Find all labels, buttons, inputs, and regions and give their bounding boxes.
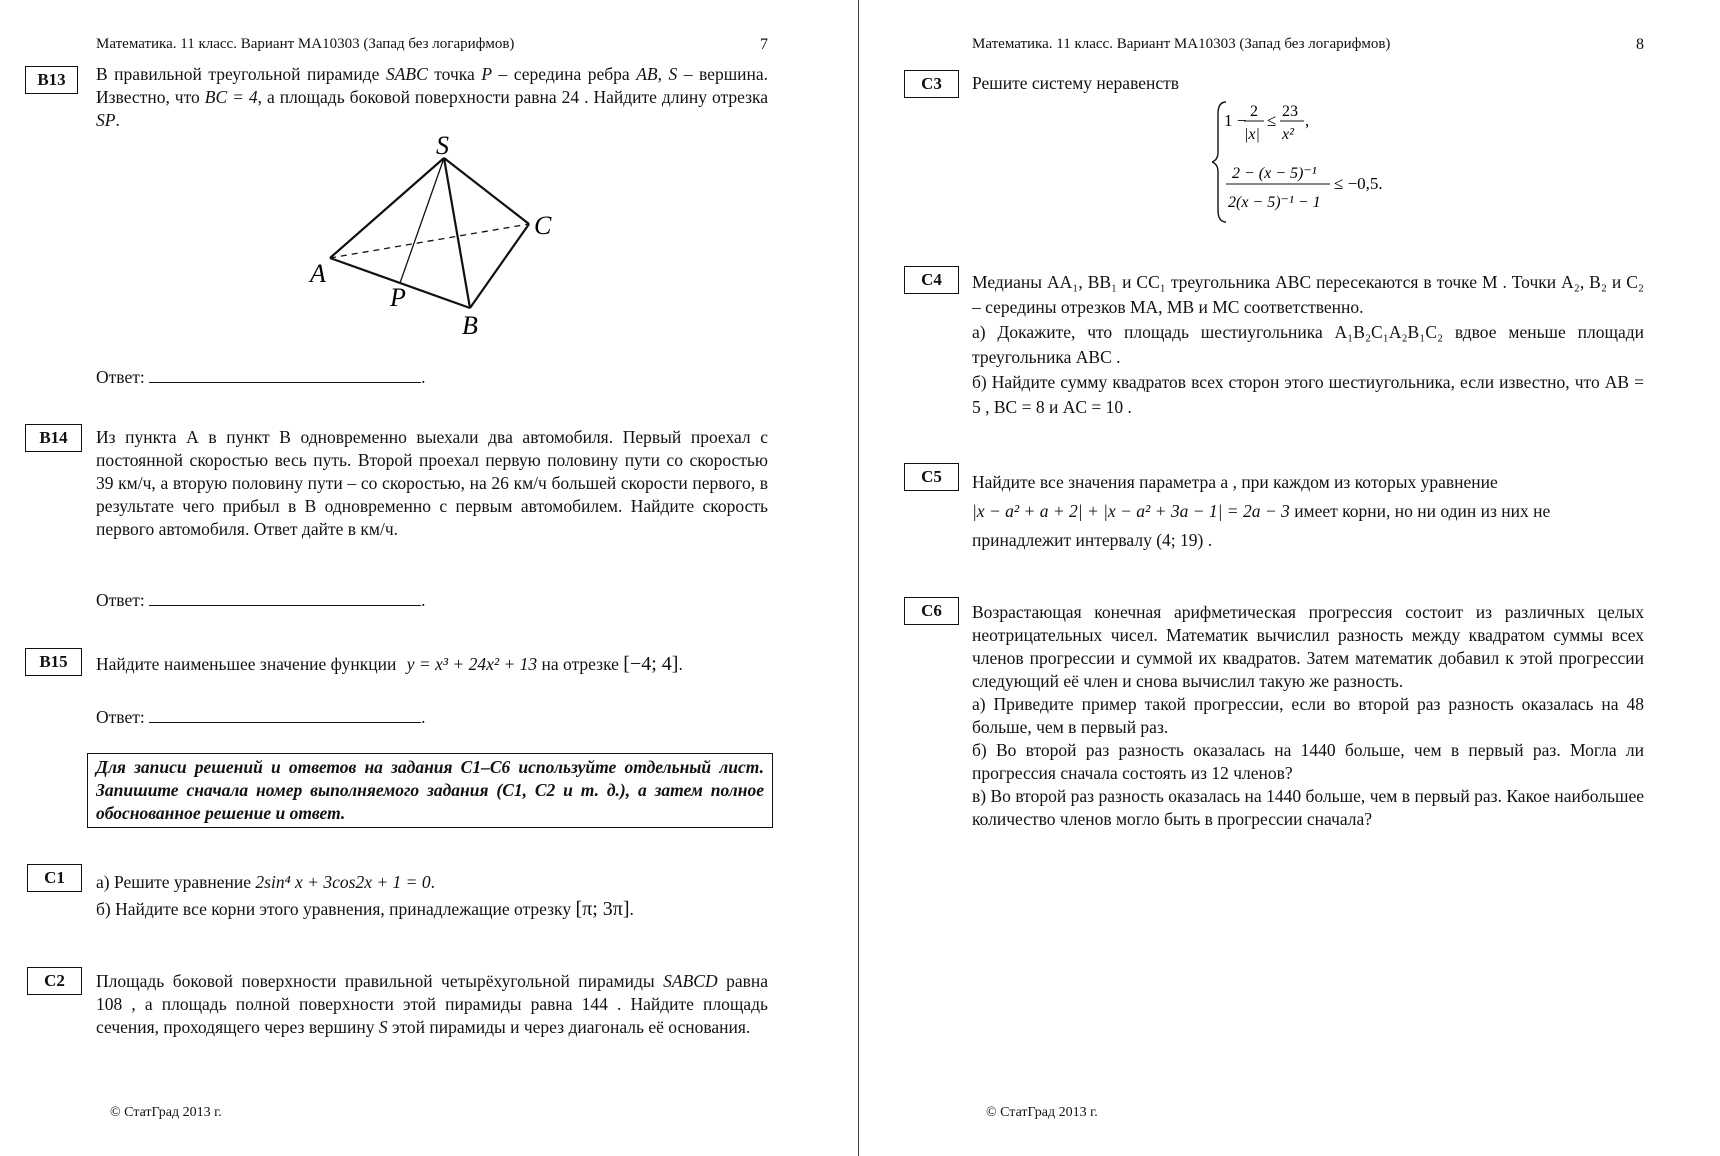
svg-text:,: , xyxy=(1305,111,1310,130)
page-header: Математика. 11 класс. Вариант МА10303 (Запад без логарифмов) xyxy=(96,36,515,52)
task-c6-text: Возрастающая конечная арифметическая прогрессия состоит из различных целых неотрицательных чисел. Математик вычислил разность между квадратом суммы всех членов прогрессии и суммой их квадратов. Затем математик добавил к этой прогрессии следующий её член и снова вычислил такую же разность. а) Приведите пример такой прогрессии, если во второй раз разность оказалась на 48 больше, чем в первый раз. б) Во второй раз разность оказалась на 1440 больше, чем в первый раз. Могла ли прогрессия сначала состоять из 12 членов? в) Во второй раз разность оказалась на 1440 больше, чем в первый раз. Какое наибольшее количество членов могло быть в прогрессии сначала? xyxy=(972,602,1644,829)
answer-line-b14[interactable] xyxy=(149,589,421,606)
svg-text:x²: x² xyxy=(1282,126,1294,143)
task-label-b14: B14 xyxy=(25,424,82,452)
instructions-notice: Для записи решений и ответов на задания С1–С6 используйте отдельный лист. Запишите сначала номер выполняемого задания (С1, С2 и т. д.), а затем полное обоснованное решение и ответ. xyxy=(87,753,773,828)
task-label-c6: C6 xyxy=(904,597,959,625)
task-c5-text: Найдите все значения параметра a , при каждом из которых уравнение |x − a² + a + 2| + |x − a² + 3a − 1| = 2a − 3 имеет корни, но ни один из них не принадлежит интервалу (4; 19) . xyxy=(972,472,1551,550)
page-number: 8 xyxy=(1636,36,1644,53)
answer-b15: Ответ: . xyxy=(96,707,426,727)
task-label-c5: C5 xyxy=(904,463,959,491)
svg-text:2(x − 5)⁻¹ − 1: 2(x − 5)⁻¹ − 1 xyxy=(1228,194,1321,211)
svg-text:1 −: 1 − xyxy=(1224,111,1247,130)
task-c3-text: Решите систему неравенств xyxy=(972,73,1180,93)
task-label-b15: B15 xyxy=(25,648,82,676)
svg-text:|x|: |x| xyxy=(1244,126,1260,143)
point-p-label: P xyxy=(390,283,406,312)
vertex-s-label: S xyxy=(436,131,449,160)
task-c2-text: Площадь боковой поверхности правильной четырёхугольной пирамиды SABCD равна 108 , а площадь полной поверхности этой пирамиды равна 144 . Найдите площадь сечения, проходящего через вершину S этой пирамиды и через диагональ её основания. xyxy=(96,971,768,1037)
page-footer: © СтатГрад 2013 г. xyxy=(986,1105,1098,1120)
svg-text:≤: ≤ xyxy=(1267,111,1277,130)
answer-b14: Ответ: . xyxy=(96,590,426,610)
page-footer: © СтатГрад 2013 г. xyxy=(110,1105,222,1120)
pyramid-figure xyxy=(300,128,570,343)
task-label-c2: C2 xyxy=(27,967,82,995)
b15-formula: y = x³ + 24x² + 13 xyxy=(406,654,538,674)
answer-line-b13[interactable] xyxy=(149,366,421,383)
svg-text:2 − (x − 5)⁻¹: 2 − (x − 5)⁻¹ xyxy=(1232,165,1317,182)
vertex-c-label: C xyxy=(534,211,552,240)
page-divider xyxy=(858,0,859,1156)
answer-b13: Ответ: . xyxy=(96,367,426,387)
page-header: Математика. 11 класс. Вариант МА10303 (Запад без логарифмов) xyxy=(972,36,1391,52)
svg-text:23: 23 xyxy=(1282,103,1298,120)
c1-interval: [π; 3π] xyxy=(575,898,630,920)
task-c4-text: Медианы AA₁, BB₁ и CC₁ треугольника ABC пересекаются в точке M . Точки A₂, B₂ и C₂ – середины отрезков MA, MB и MC соответственно. а) Докажите, что площадь шестиугольника A₁B₂C₁A₂B₁C₂ вдвое меньше площади треугольника ABC . б) Найдите сумму квадратов всех сторон этого шестиугольника, если известно, что AB = 5 , BC = 8 и AC = 10 . xyxy=(972,272,1644,417)
answer-line-b15[interactable] xyxy=(149,706,421,723)
task-label-c4: C4 xyxy=(904,266,959,294)
task-b14-text: Из пункта А в пункт В одновременно выехали два автомобиля. Первый проехал с постоянной скоростью весь путь. Второй проехал первую половину пути со скоростью 39 км/ч, а вторую половину пути – со скоростью, на 26 км/ч большей скорости первого, в результате чего прибыл в В одновременно с первым автомобилем. Найдите скорость первого автомобиля. Ответ дайте в км/ч. xyxy=(96,427,768,539)
task-c1-text: а) Решите уравнение 2sin⁴ x + 3cos2x + 1 = 0. б) Найдите все корни этого уравнения, принадлежащие отрезку [π; 3π]. xyxy=(96,872,634,920)
svg-text:2: 2 xyxy=(1250,103,1258,120)
svg-text:≤ −0,5.: ≤ −0,5. xyxy=(1334,174,1383,193)
vertex-a-label: A xyxy=(310,259,326,288)
task-label-c3: C3 xyxy=(904,70,959,98)
task-b13-text: В правильной треугольной пирамиде SABC точка P – середина ребра AB, S – вершина. Известно, что BC = 4, а площадь боковой поверхности равна 24 . Найдите длину отрезка SP. xyxy=(96,64,769,130)
task-label-c1: C1 xyxy=(27,864,82,892)
vertex-b-label: B xyxy=(462,311,478,340)
left-page xyxy=(0,0,858,1156)
c5-equation: |x − a² + a + 2| + |x − a² + 3a − 1| = 2a − 3 xyxy=(972,501,1290,521)
b15-interval: [−4; 4] xyxy=(623,653,679,675)
c3-inequality-system xyxy=(1212,94,1432,230)
right-page xyxy=(862,0,1720,1156)
task-label-b13: B13 xyxy=(25,66,78,94)
page-number: 7 xyxy=(760,36,768,53)
c1-equation: 2sin⁴ x + 3cos2x + 1 = 0 xyxy=(255,872,431,892)
task-b15-text: Найдите наименьшее значение функции y = x³ + 24x² + 13 на отрезке [−4; 4]. xyxy=(96,653,683,675)
